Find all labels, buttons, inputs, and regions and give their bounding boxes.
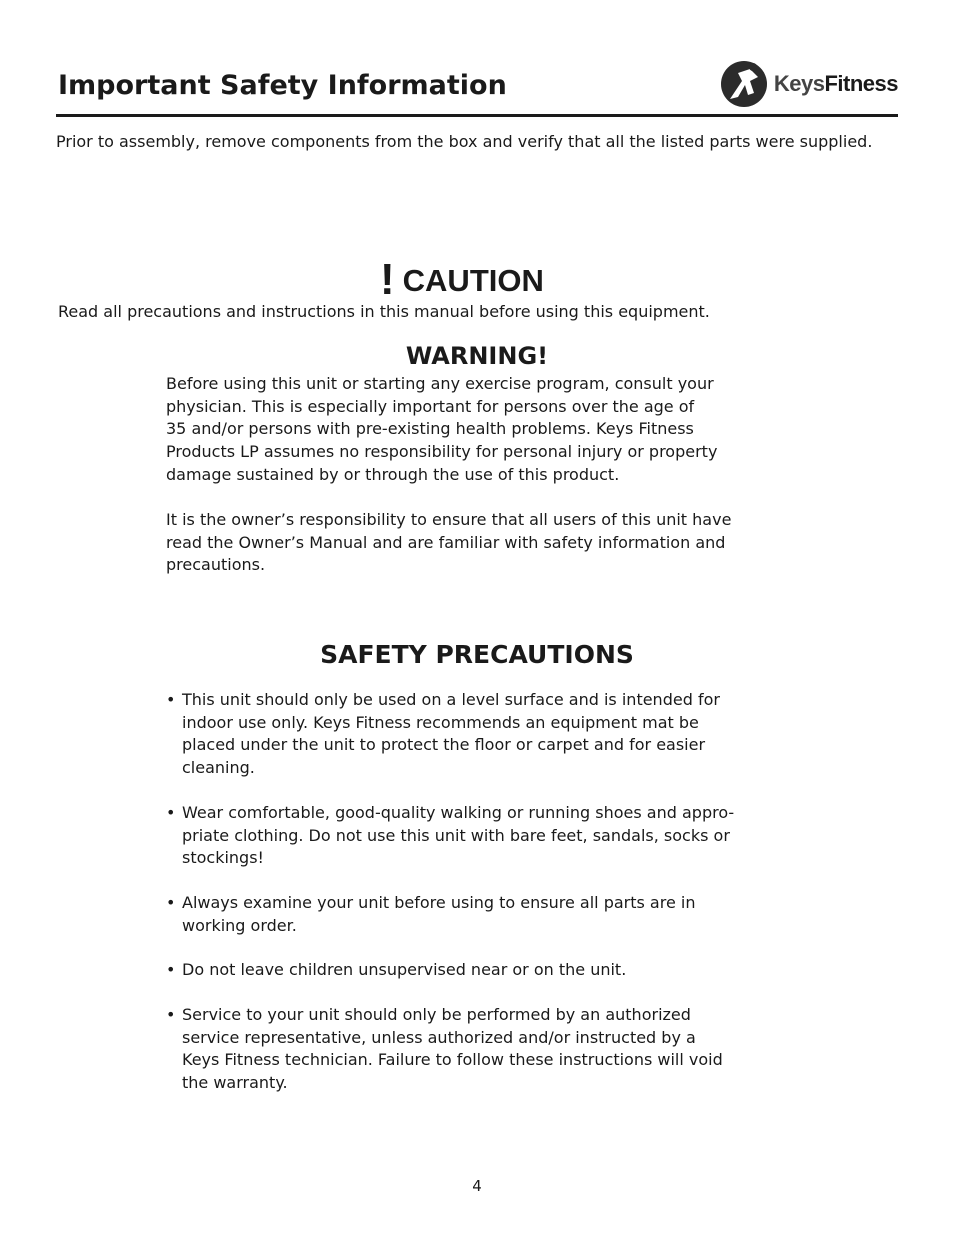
page-title: Important Safety Information bbox=[58, 70, 507, 101]
list-item-text: This unit should only be used on a level surface and is intended for indoor use only. Keys Fitness recommends an equipment mat be placed under the unit to protect the floor or carpet and for easier cleaning. bbox=[182, 690, 720, 778]
bullet-icon: • bbox=[166, 802, 176, 822]
caution-heading bbox=[380, 255, 544, 304]
bullet-icon: • bbox=[166, 892, 176, 912]
bullet-icon: • bbox=[166, 960, 176, 980]
list-item-text: Wear comfortable, good-quality walking or running shoes and appro- priate clothing. Do not use this unit with bare feet, sandals, socks or stockings! bbox=[182, 802, 735, 868]
list-item bbox=[166, 689, 796, 780]
bullet-icon: • bbox=[166, 1005, 176, 1025]
brand-wordmark bbox=[774, 71, 898, 97]
caution-title: CAUTION bbox=[402, 263, 544, 298]
list-item bbox=[166, 802, 796, 870]
page-header bbox=[56, 56, 898, 117]
exclamation-icon: ! bbox=[380, 255, 395, 304]
brand-logo bbox=[720, 58, 898, 110]
warning-paragraph: It is the owner’s responsibility to ensure that all users of this unit have read the Owner’s Manual and are familiar with safety information and precautions. bbox=[166, 510, 732, 575]
brand-wordmark-keys: Keys bbox=[773, 71, 825, 96]
list-item bbox=[166, 1004, 796, 1095]
list-item bbox=[166, 892, 796, 937]
page-number: 4 bbox=[472, 1177, 482, 1195]
bullet-icon: • bbox=[166, 690, 176, 709]
list-item-text: Service to your unit should only be performed by an authorized service representative, unless authorized and/or instructed by a Keys Fitness technician. Failure to follow these instructions will void the warranty. bbox=[182, 1005, 723, 1093]
caution-body: Read all precautions and instructions in this manual before using this equipment. bbox=[58, 302, 710, 321]
warning-paragraph: Before using this unit or starting any exercise program, consult your physician. This is especially important for persons over the age of 35 and/or persons with pre-existing health problems. Keys Fitness Products LP assumes no responsibility for personal injury or property damage sustained by or through the use of this product. bbox=[166, 374, 718, 484]
list-item-text: Do not leave children unsupervised near or on the unit. bbox=[182, 960, 627, 980]
brand-wordmark-fitness: Fitness bbox=[824, 71, 898, 96]
list-item-text: Always examine your unit before using to ensure all parts are in working order. bbox=[182, 892, 696, 935]
safety-precautions-list bbox=[166, 689, 796, 1117]
safety-precautions-title: SAFETY PRECAUTIONS bbox=[320, 640, 634, 669]
list-item bbox=[166, 959, 796, 982]
intro-paragraph: Prior to assembly, remove components from the box and verify that all the listed parts were supplied. bbox=[56, 132, 873, 151]
keys-fitness-runner-logo-icon bbox=[720, 59, 768, 109]
warning-title: WARNING! bbox=[405, 342, 549, 370]
